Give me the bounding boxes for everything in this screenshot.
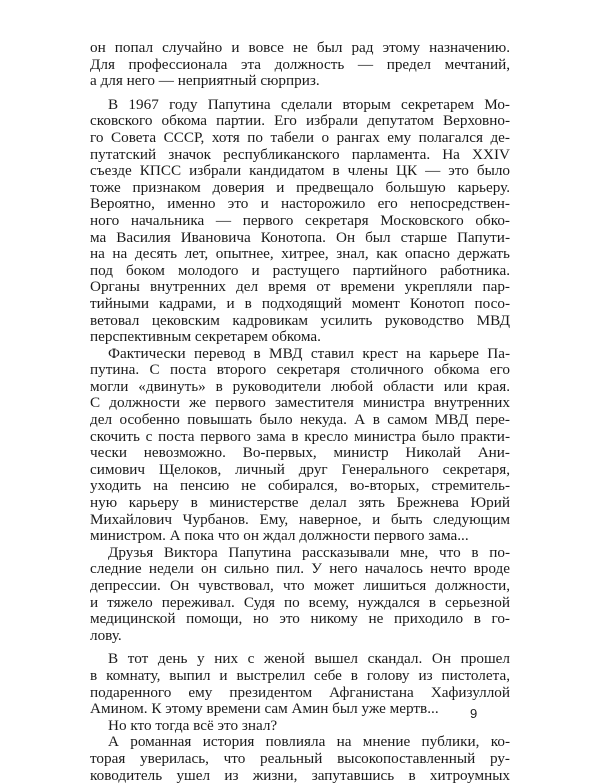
paragraph [90,718,510,735]
text-line: могли «двинуть» в руководители любой области или края. [90,377,510,395]
text-line: тоже признаком доверия и предвещало большую карьеру. [90,178,510,196]
text-line: Амином. К этому времени сам Амин был уже мертв... [90,700,439,718]
text-line: чески невозможно. Во-первых, министр Николай Ани- [90,444,510,462]
paragraph [90,545,510,645]
text-line: тийными кадрами, и в подходящий момент Конотоп посо- [90,294,510,312]
text-line: Для профессионала эта должность — предел мечтаний, [90,55,510,73]
text-line: в комнату, выпил и выстрелил себе в голову из пистолета, [90,666,510,684]
text-line: перспективным секретарем обкома. [90,328,321,346]
text-line: а для него — неприятный сюрприз. [90,72,320,90]
paragraph [90,40,510,90]
text-line: дел особенно повышать было некуда. А в самом МВД пере- [90,411,510,429]
text-line: ного начальника — первого секретаря Московского обко- [90,211,510,229]
text-line: лову. [90,626,122,644]
text-line: Друзья Виктора Папутина рассказывали мне, что в по- [108,543,510,561]
text-line: ную карьеру в министерстве делал зять Брежнева Юрий [90,494,510,512]
text-line: сковского обкома партии. Его избрали депутатом Верховно- [90,112,510,130]
text-line: Вероятно, именно это и насторожило его непосредствен- [90,195,510,213]
text-line: следние недели он сильно пил. У него началось нечто вроде [90,560,510,578]
paragraph [90,734,510,784]
text-line: медицинской помощи, но это никому не приходило в го- [90,610,510,628]
text-line: го Совета СССР, хотя по табели о рангах ему полагался де- [90,128,510,146]
page-number: 9 [470,706,478,721]
text-line: ма Василия Ивановича Конотопа. Он был старше Папути- [90,228,510,246]
text-line: ветовал цековским кадровикам усилить руководство МВД [90,311,510,329]
text-line: С должности же первого заместителя министра внутренних [90,394,510,412]
text-line: Михайлович Чурбанов. Ему, наверное, и быть следующим [90,510,510,528]
text-line: Фактически перевод в МВД ставил крест на карьере Па- [108,344,510,362]
text-line: Органы внутренних дел время от времени укрепляли пар- [90,278,510,296]
text-line: на на десять лет, опытнее, хитрее, знал, как опасно держать [90,245,510,263]
text-line: торая уверилась, что реальный высокопоставленный ру- [90,749,510,767]
paragraph [90,651,510,717]
text-line: ководитель ушел из жизни, запутавшись в хитроумных [90,766,510,784]
text-line: депрессии. Он чувствовал, что может лишиться должности, [90,577,510,594]
text-line: скочить с поста первого зама в кресло министра было практи- [90,427,510,445]
text-line: и тяжело переживал. Судя по всему, нуждался в серьезной [90,593,510,611]
text-line: Но кто тогда всё это знал? [108,716,278,734]
text-line: путина. С поста второго секретаря столичного обкома его [90,361,510,379]
text-line: министром. А пока что он ждал должности первого зама... [90,527,469,545]
text-line: А романная история повлияла на мнение публики, ко- [108,733,510,751]
text-line: симович Щелоков, личный друг Генерального секретаря, [90,460,510,478]
text-line: под боком молодого и растущего партийного работника. [90,261,510,279]
paragraph [90,97,510,346]
text-line: он попал случайно и вовсе не был рад этому назначению. [90,39,510,56]
paragraph [90,346,510,545]
text-line: путатский значок республиканского парламента. На XXIV [90,145,510,163]
text-line: В тот день у них с женой вышел скандал. Он прошел [108,650,510,668]
text-line: подаренного ему президентом Афганистана Хафизуллой [90,683,510,701]
text-line: уходить на пенсию не собирался, во-вторых, стремитель- [90,477,510,495]
text-line: В 1967 году Папутина сделали вторым секретарем Мо- [108,95,510,113]
document-page [90,40,510,784]
text-line: съезде КПСС избрали кандидатом в члены ЦК — это было [90,162,510,180]
